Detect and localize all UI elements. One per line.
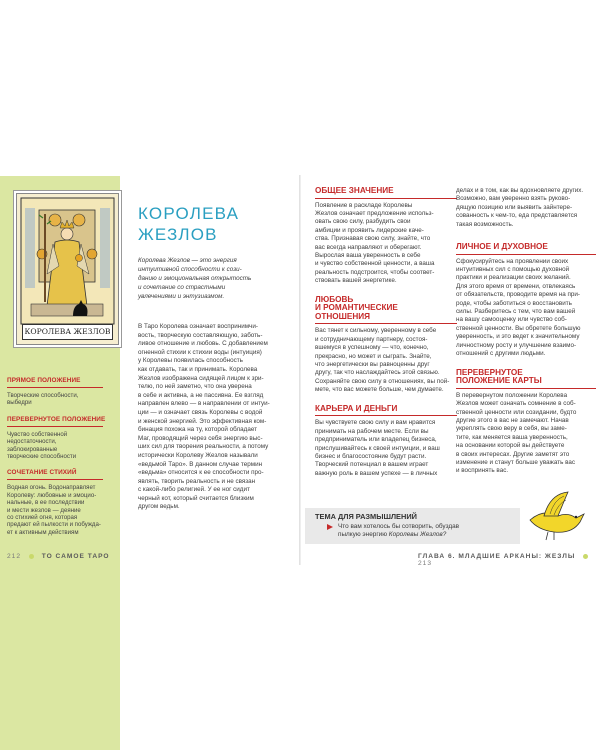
text-line: уверенность, и это ведет к значительному: [456, 333, 580, 341]
arrow-right-icon: [327, 524, 333, 530]
divider: [315, 323, 457, 324]
tarot-card-illustration: [16, 193, 119, 345]
upright-text: [7, 392, 111, 407]
text-line: Сохраняйте свою силу в отношениях, вы пой-: [315, 377, 450, 385]
title-line: ЖЕЗЛОВ: [138, 225, 218, 244]
upright-keywords: [7, 377, 111, 407]
text-line: другу, так что наслаждайтесь этой связью.: [315, 369, 440, 377]
heading-line: ЛЮБОВЬ: [315, 294, 354, 304]
text-line: прекрасно, но может и сыграть. Знайте,: [315, 352, 432, 360]
text-span-italic: Королевы Жезлов?: [388, 531, 447, 539]
card-title: [138, 203, 298, 245]
divider: [315, 415, 457, 416]
queen-of-wands-illustration: [17, 194, 118, 344]
text-line: нальные, в ее последствии: [7, 499, 85, 507]
page-number-right: 213: [418, 560, 433, 567]
text-line: Вас тянет к сильному, уверенному в себе: [315, 327, 437, 335]
text-line: вас всегда направляют и оберегают.: [315, 243, 422, 251]
text-line: бизнес и благосостояние будут расти.: [315, 452, 427, 460]
text-line: как отдавать, так и принимать. Королева: [138, 365, 258, 373]
right-footer: [418, 553, 600, 567]
text-line: практики и реализации своих желаний.: [456, 274, 571, 282]
card-keywords-sidebar: [7, 377, 111, 536]
text-line: со стихией огня, которая: [7, 514, 78, 522]
heading-line: ПОЛОЖЕНИЕ КАРТЫ: [456, 376, 542, 386]
text-line: и чувство собственной ценности, а ваша: [315, 260, 435, 268]
card-caption: КОРОЛЕВА ЖЕЗЛОВ: [22, 324, 113, 340]
text-line: мете, что вас можете больше, чем думаете.: [315, 386, 444, 394]
text-line: Чувство собственной: [7, 430, 68, 438]
text-line: Жезлов изображена сидящей лицом к зри-: [138, 374, 264, 382]
text-line: укреплять свою веру в себя, вы заме-: [456, 425, 567, 433]
general-section: [315, 187, 457, 286]
text-line: Вы чувствуете свою силу и вам нравится: [315, 419, 436, 427]
text-line: данию и эмоциональная открытость: [138, 275, 252, 282]
text-line: другие этого в вас не замечают. Начав: [456, 416, 569, 424]
text-line: Что вам хотелось бы сотворить, обуздав: [338, 523, 460, 530]
text-line: вость, творческую составляющую, заботь-: [138, 331, 263, 339]
text-line: отношений с другими людьми.: [456, 350, 546, 358]
text-line: другом ведьм.: [138, 503, 180, 511]
page-number-left: 212: [7, 553, 22, 560]
text-line: ливое отношение и любовь. С добавлением: [138, 340, 268, 348]
divider: [7, 426, 103, 427]
love-heading: [315, 296, 457, 322]
text-line: Для этого время от времени, отвлекаясь: [456, 282, 576, 290]
text-line: заблокированные: [7, 445, 58, 453]
text-span: пылкую энергию: [338, 531, 389, 539]
text-line: творческие способности: [7, 453, 77, 461]
main-description: [138, 323, 293, 512]
column-three: [315, 187, 457, 478]
career-continued: [456, 187, 596, 229]
bullet-dot-icon: [583, 554, 588, 559]
reflection-box: [305, 508, 520, 544]
text-line: В Таро Королева означает воспринимчи-: [138, 323, 258, 330]
reflection-text: [338, 523, 513, 540]
elements-text: [7, 484, 111, 536]
text-line: и сочетание со страстными: [138, 284, 226, 291]
text-line: ших сил для творения реальности, а потому: [138, 443, 269, 451]
reflection-heading: ТЕМА ДЛЯ РАЗМЫШЛЕНИЙ: [315, 512, 417, 521]
text-line: принимать на рабочем месте. Если вы: [315, 427, 429, 435]
reversed-section: [456, 369, 596, 476]
text-line: интуитивных сил с помощью духовной: [456, 266, 570, 274]
text-line: исторически Королеву Жезлов называли: [138, 451, 258, 459]
text-line: и женской энергией. Это эффективная ком-: [138, 417, 267, 425]
heading-line: ОТНОШЕНИЯ: [315, 311, 371, 321]
text-line: тите, как меняется ваша уверенность,: [456, 433, 568, 441]
intro-paragraph: [138, 256, 288, 301]
book-title: ТО САМОЕ ТАРО: [41, 553, 110, 560]
text-line: вшемуся в успешному — что, конечно,: [315, 344, 429, 352]
text-line: Творческие способности,: [7, 392, 79, 399]
text-line: у Королевы появилась способность: [138, 357, 243, 365]
yellow-bird-illustration: [524, 490, 588, 542]
text-line: ет к активным действиям: [7, 528, 79, 536]
text-line: ственной ценности или созидании, будто: [456, 408, 577, 416]
career-heading: КАРЬЕРА И ДЕНЬГИ: [315, 403, 398, 413]
text-line: делах и в том, как вы вдохновляете других.: [456, 187, 584, 194]
divider: [7, 387, 103, 388]
love-section: [315, 296, 457, 395]
career-section: [315, 405, 457, 478]
column-four: [456, 187, 596, 476]
chapter-title: ГЛАВА 6. МЛАДШИЕ АРКАНЫ: ЖЕЗЛЫ: [418, 553, 576, 560]
text-line: сованность к чем-то, еда представляется: [456, 212, 578, 220]
text-line: ствовать вашей энергетике.: [315, 277, 397, 285]
bullet-dot-icon: [29, 554, 34, 559]
heading-line: ПЕРЕВЕРНУТОЕ: [456, 367, 523, 377]
text-line: огненной стихии к стихии воды (интуиция): [138, 348, 262, 356]
text-line: предприниматель или владелец бизнеса,: [315, 436, 437, 444]
text-line: на основании которой вы действуете: [456, 442, 565, 450]
text-line: В перевернутом положении Королева: [456, 391, 568, 399]
text-line: бинация похожа на ту, которой обладает: [138, 426, 258, 434]
text-line: Королеву: любовные и эмоцио-: [7, 491, 97, 499]
text-line: прислушивайтесь к своей интуиции, и ваш: [315, 444, 440, 452]
text-line: роде, чтобы заботиться о восстановить: [456, 299, 572, 307]
divider: [456, 388, 596, 389]
left-footer: [7, 553, 110, 560]
text-line: Творческий потенциал в вашем играет: [315, 461, 429, 469]
text-line: что энергетически вы равноценны друг: [315, 361, 430, 369]
divider: [315, 198, 457, 199]
reversed-heading: [456, 369, 596, 386]
text-line: ственной ценности. Вы обретете большую: [456, 324, 581, 332]
text-line: и мести жезлов — деяние: [7, 506, 81, 514]
text-line: на вашу самооценку или чувство соб-: [456, 316, 567, 324]
text-line: Водная огонь. Водонаправляет: [7, 484, 96, 492]
text-line: личностному росту и улучшение взаимо-: [456, 341, 577, 349]
elements-keywords: [7, 469, 111, 536]
general-heading: ОБЩЕЕ ЗНАЧЕНИЕ: [315, 186, 394, 195]
text-line: выбедри: [7, 399, 32, 407]
text-line: важную роль в вашем успехе — в личных: [315, 469, 438, 477]
reversed-text: [7, 431, 111, 461]
text-line: предают ей пылкости и побужда-: [7, 521, 101, 529]
text-line: «ведьма» относится к ее способности про-: [138, 469, 264, 477]
text-line: реальность подстроится, чтобы соответ-: [315, 268, 435, 276]
text-line: Сфокусируйтесь на проявлении своих: [456, 257, 569, 265]
text-line: телю, по ней заметно, что она уверена: [138, 383, 252, 391]
text-line: [338, 531, 513, 539]
page-gutter: [299, 175, 301, 565]
text-line: Возможно, вам уверенно взять руково-: [456, 195, 571, 203]
text-line: Жезлов может означать сомнение в соб-: [456, 400, 576, 408]
personal-section: [456, 243, 596, 358]
text-line: Королева Жезлов — это энергия: [138, 257, 237, 264]
text-line: черный кот, который считается близким: [138, 494, 254, 502]
text-line: силы. Разберитесь с тем, что вам вашей: [456, 308, 576, 316]
upright-heading: ПРЯМОЕ ПОЛОЖЕНИЕ: [7, 377, 81, 384]
divider: [7, 479, 103, 480]
text-line: Вырослая ваша уверенность в себе: [315, 252, 421, 260]
text-line: с какой-либо религией. У ее ног сидит: [138, 486, 250, 494]
text-line: недостаточности,: [7, 438, 57, 446]
reversed-heading: ПЕРЕВЕРНУТОЕ ПОЛОЖЕНИЕ: [7, 415, 106, 423]
text-line: и воспринять вас.: [456, 467, 509, 475]
text-line: интуитивной способности к сози-: [138, 266, 242, 273]
text-line: в себе и активна, а не пассивна. Ее взгляд: [138, 391, 264, 399]
elements-heading: СОЧЕТАНИЕ СТИХИЙ: [7, 469, 77, 477]
text-line: амбиции и проявить лидерские каче-: [315, 226, 424, 234]
text-line: увлечениями и энтузиазмом.: [138, 293, 225, 300]
text-line: «ведьмой Таро». В данном случае термин: [138, 460, 263, 468]
text-line: направлен влево — в направлении от интуи-: [138, 400, 270, 408]
text-line: ства. Признавая свою силу, знайте, что: [315, 235, 431, 243]
text-line: ции — и означает связь Королевы с водой: [138, 408, 263, 416]
text-line: в своих интересах. Другие заметят это: [456, 450, 570, 458]
text-line: овать свою силу, разбудить свои: [315, 218, 411, 226]
text-line: Маг, проводящий через себя энергию выс-: [138, 434, 263, 442]
personal-heading: ЛИЧНОЕ И ДУХОВНОЕ: [456, 242, 548, 252]
reversed-keywords: [7, 416, 111, 461]
heading-line: И РОМАНТИЧЕСКИЕ: [315, 303, 398, 313]
divider: [456, 254, 596, 255]
text-line: от обязательств, проводите время на при-: [456, 291, 580, 299]
text-line: Жезлов означает предложение использ-: [315, 210, 434, 217]
text-line: изменение и станут больше уважать вас: [456, 458, 576, 466]
text-line: такая возможность.: [456, 220, 514, 228]
text-line: дящую позицию или выявить зайнтере-: [456, 203, 573, 211]
text-line: Появление в раскладе Королевы: [315, 201, 413, 209]
text-line: и сотрудничающему партнеру, состоя-: [315, 335, 428, 343]
title-line: КОРОЛЕВА: [138, 204, 240, 223]
text-line: являть, творить реальность и не связан: [138, 477, 256, 485]
